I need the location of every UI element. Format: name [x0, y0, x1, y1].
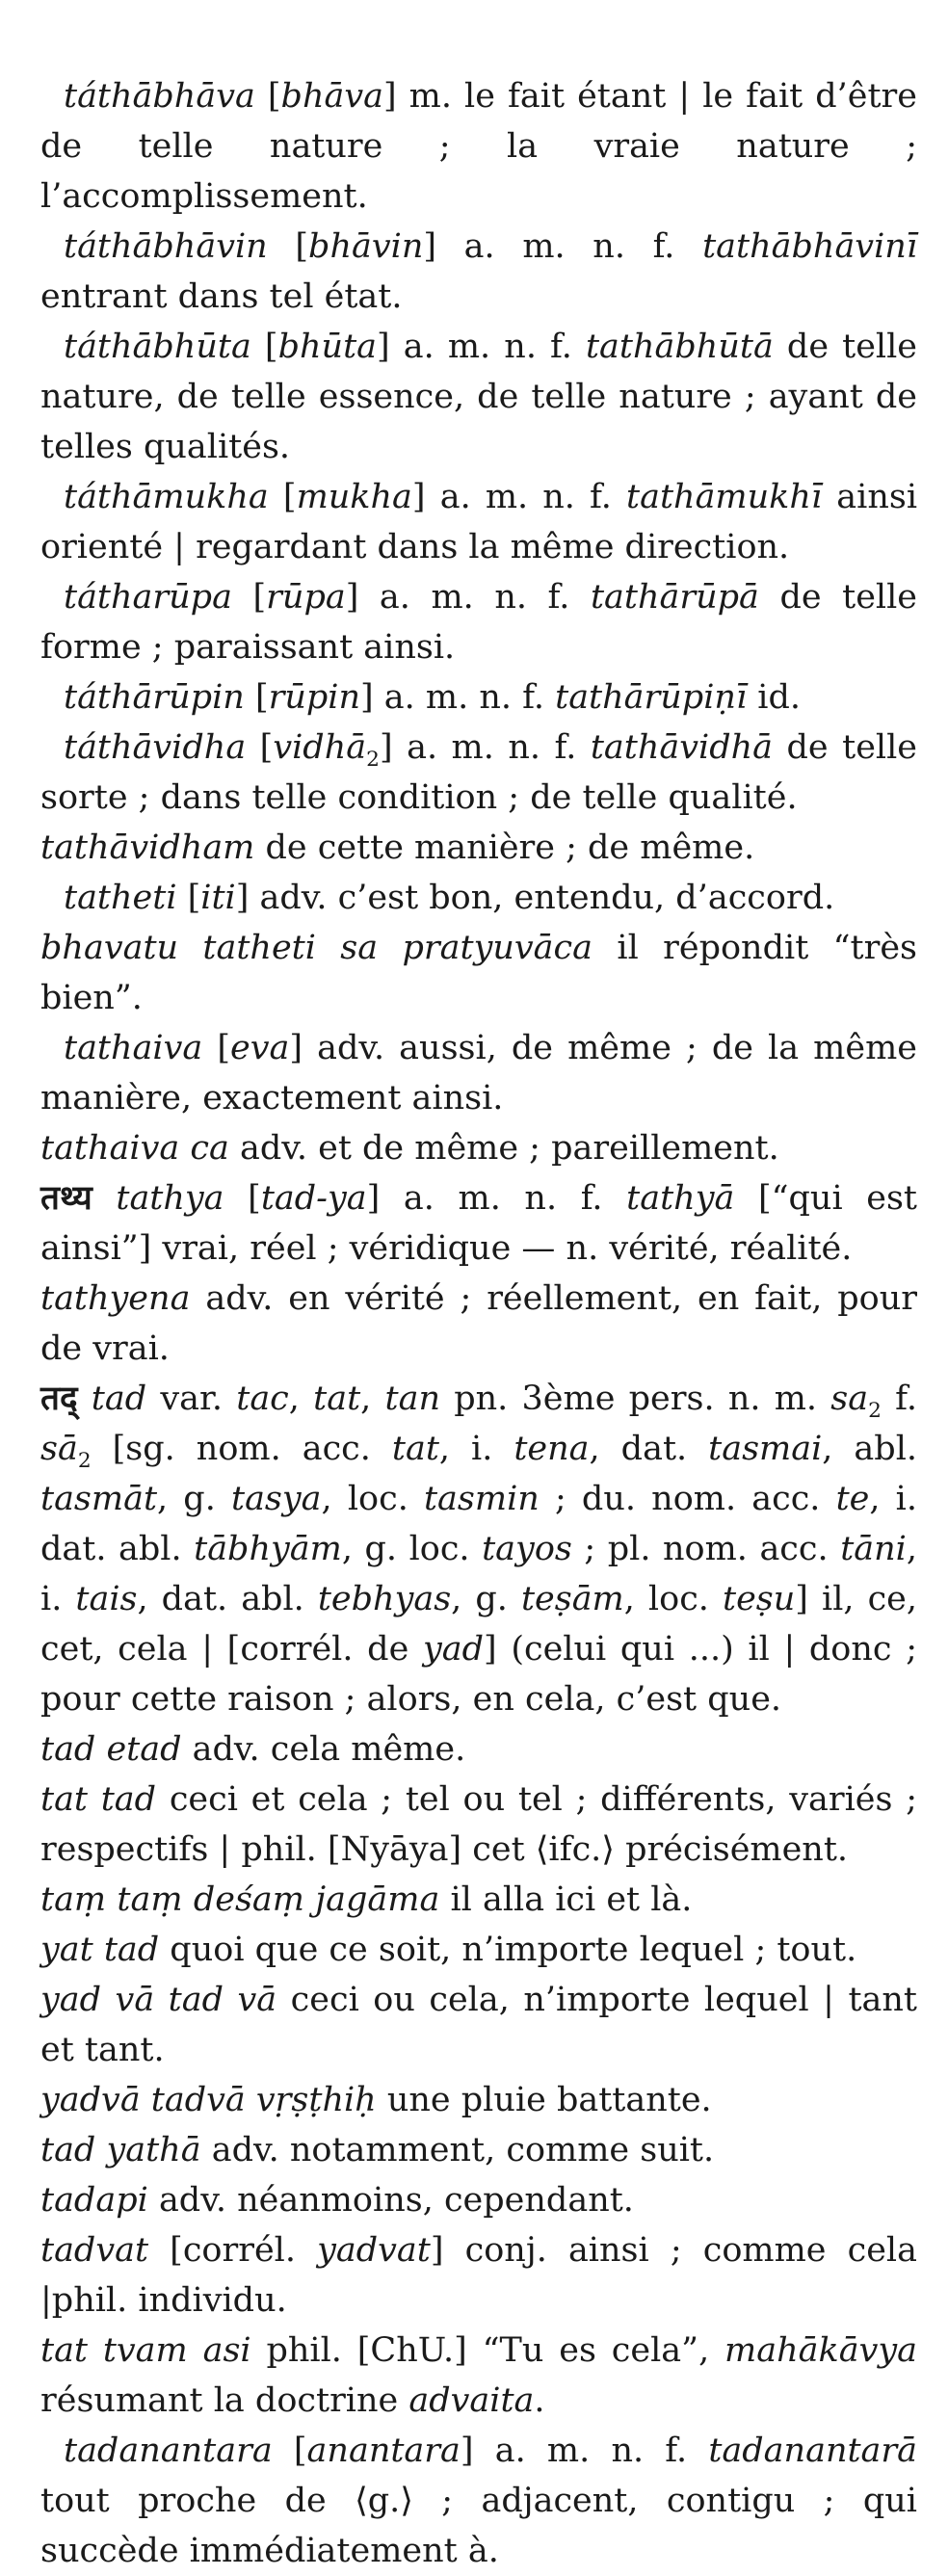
sanskrit-term: tadanantarā — [708, 2431, 918, 2470]
dictionary-subentry — [40, 1925, 917, 1975]
dictionary-subentry — [40, 2125, 917, 2175]
devanagari-headword: तथ्य — [40, 1178, 92, 1218]
sanskrit-term: táthābhūta — [64, 328, 251, 366]
sanskrit-term: tasmin — [423, 1480, 540, 1518]
dictionary-entry — [40, 572, 917, 672]
definition-text: [ — [231, 578, 267, 617]
sanskrit-term: vidhā — [273, 728, 367, 767]
dictionary-subentry — [40, 1274, 917, 1374]
sanskrit-term: tat — [313, 1380, 361, 1418]
definition-text: de cette manière ; de même. — [254, 828, 755, 867]
definition-text: ] adv. c’est bon, entendu, d’accord. — [235, 879, 835, 917]
sanskrit-term: tad etad — [40, 1730, 182, 1769]
sanskrit-term: yad — [422, 1630, 484, 1669]
sanskrit-term: teṣām — [520, 1580, 624, 1618]
definition-text: ] a. m. n. f. — [411, 478, 627, 516]
definition-text: , abl. — [822, 1430, 918, 1468]
definition-text: [ — [176, 879, 201, 917]
sanskrit-term: tasya — [231, 1480, 322, 1518]
definition-text: [ — [246, 728, 274, 767]
definition-text: ] a. m. n. f. — [360, 678, 556, 717]
definition-text: ] (celui qui ...) il | donc ; pour cette raison ; alors, en cela, c’est que. — [40, 1630, 917, 1719]
dictionary-entry — [40, 873, 917, 923]
dictionary-subentry — [40, 1123, 917, 1173]
definition-text: [ — [268, 478, 297, 516]
definition-text: , — [360, 1380, 385, 1418]
sanskrit-term: táthāvidha — [64, 728, 247, 767]
dictionary-subentry — [40, 2075, 917, 2125]
dictionary-subentry — [40, 1724, 917, 1774]
definition-text: , dat. abl. — [137, 1580, 318, 1618]
dictionary-subentry — [40, 1173, 917, 1274]
definition-text: , loc. — [321, 1480, 424, 1518]
sanskrit-term: sā — [40, 1430, 78, 1468]
definition-text: de telle sorte ; dans telle condition ; de telle qualité. — [40, 728, 918, 817]
sanskrit-term: tan — [384, 1380, 440, 1418]
definition-text: f. — [881, 1380, 917, 1418]
definition-text: adv. et de même ; pareillement. — [228, 1129, 779, 1168]
sanskrit-term: táthāmukha — [64, 478, 269, 516]
definition-text: adv. cela même. — [181, 1730, 466, 1769]
sanskrit-term: tathāvidham — [40, 828, 255, 867]
sanskrit-term: tadvat — [40, 2231, 149, 2270]
sanskrit-term: tathāvidhā — [590, 728, 774, 767]
sanskrit-term: tatheti — [64, 879, 177, 917]
sanskrit-term: mukha — [296, 478, 412, 516]
definition-text: ] a. m. n. f. — [460, 2431, 709, 2470]
sanskrit-term: táthābhāvin — [64, 227, 268, 266]
definition-text: une pluie battante. — [376, 2081, 712, 2119]
sanskrit-term: taṃ taṃ deśaṃ jagāma — [40, 1880, 440, 1919]
definition-text: [ — [202, 1029, 230, 1067]
sanskrit-term: tebhyas — [317, 1580, 452, 1618]
definition-text: [ — [250, 328, 278, 366]
sanskrit-term: tad yathā — [40, 2131, 201, 2169]
definition-text: [“qui est ainsi”] vrai, réel ; véridique — n. vérité, réalité. — [40, 1179, 917, 1268]
definition-text: pn. 3ème pers. n. m. — [440, 1380, 831, 1418]
definition-text: , g. — [451, 1580, 521, 1618]
sanskrit-term: tathārūpā — [590, 578, 759, 617]
definition-text: adv. en vérité ; réellement, en fait, pour de vrai. — [40, 1279, 917, 1368]
definition-text: il alla ici et là. — [439, 1880, 693, 1919]
definition-text: ] m. le fait étant | le fait d’être de telle nature ; la vraie nature ; l’accomplissement. — [40, 77, 917, 216]
definition-text: [ — [272, 2431, 307, 2470]
definition-text: de telle forme ; paraissant ainsi. — [40, 578, 918, 667]
definition-text: [corrél. — [148, 2231, 318, 2270]
sanskrit-term: yadvā tadvā vṛṣṭhiḥ — [40, 2081, 377, 2119]
definition-text: , i. — [438, 1430, 514, 1468]
sanskrit-term: rūpin — [268, 678, 361, 717]
sanskrit-term: yadvat — [317, 2231, 431, 2270]
sanskrit-term: anantara — [306, 2431, 461, 2470]
definition-text: ; pl. nom. acc. — [571, 1530, 841, 1568]
definition-text: . — [534, 2381, 545, 2420]
definition-text: il répondit “très bien”. — [40, 929, 917, 1017]
sanskrit-term: bhavatu tatheti sa pratyuvāca — [40, 929, 592, 967]
definition-text: adv. notamment, comme suit. — [200, 2131, 715, 2169]
definition-text: ainsi orienté | regardant dans la même direction. — [40, 478, 918, 566]
sanskrit-term: yad vā tad vā — [40, 1981, 277, 2019]
definition-text: [ — [254, 77, 281, 116]
sanskrit-term: táthābhāva — [64, 77, 255, 116]
sanskrit-term: tathyā — [626, 1179, 735, 1218]
sanskrit-term: tena — [514, 1430, 590, 1468]
definition-text: id. — [747, 678, 801, 717]
sanskrit-term: tathābhūtā — [585, 328, 774, 366]
definition-text: ] a. m. n. f. — [366, 1179, 627, 1218]
sanskrit-term: te — [835, 1480, 870, 1518]
dictionary-subentry — [40, 1774, 917, 1875]
sanskrit-term: tathāmukhī — [626, 478, 823, 516]
definition-text: entrant dans tel état. — [40, 277, 403, 316]
definition-text: ceci ou cela, n’importe lequel | tant et tant. — [40, 1981, 917, 2069]
sanskrit-term: bhāvin — [308, 227, 424, 266]
sanskrit-term: tathābhāvinī — [702, 227, 918, 266]
sanskrit-term: tayos — [482, 1530, 572, 1568]
definition-text: de telle nature, de telle essence, de telle nature ; ayant de telles qualités. — [40, 328, 918, 466]
dictionary-entry — [40, 672, 917, 723]
definition-text: , dat. — [589, 1430, 709, 1468]
sanskrit-term: tathya — [116, 1179, 224, 1218]
definition-text: ] a. m. n. f. — [345, 578, 591, 617]
definition-text — [92, 1179, 117, 1218]
sanskrit-term: rūpa — [266, 578, 346, 617]
dictionary-subentry — [40, 1975, 917, 2075]
dictionary-entry — [40, 322, 917, 472]
definition-text: , loc. — [623, 1580, 723, 1618]
sanskrit-term: tathaiva ca — [40, 1129, 229, 1168]
sanskrit-term: advaita — [408, 2381, 535, 2420]
sanskrit-term: tátharūpa — [64, 578, 232, 617]
definition-text: ] conj. ainsi ; comme cela |phil. individu. — [40, 2231, 917, 2320]
sanskrit-term: tais — [75, 1580, 138, 1618]
sanskrit-term: teṣu — [723, 1580, 796, 1618]
definition-text: ] a. m. n. f. — [379, 728, 591, 767]
dictionary-subentry — [40, 2225, 917, 2326]
sanskrit-term: tathaiva — [64, 1029, 203, 1067]
dictionary-entry — [40, 71, 917, 222]
sanskrit-term: bhūta — [277, 328, 378, 366]
sanskrit-term: mahākāvya — [724, 2331, 917, 2370]
sanskrit-term: tat tvam asi — [40, 2331, 251, 2370]
definition-text: [ — [224, 1179, 261, 1218]
sanskrit-term: tad-ya — [260, 1179, 367, 1218]
definition-text: , i. dat. abl. — [40, 1480, 917, 1568]
dictionary-subentry — [40, 2326, 917, 2426]
definition-text: résumant la doctrine — [40, 2381, 409, 2420]
definition-text: , g. — [157, 1480, 231, 1518]
dictionary-entry — [40, 2426, 917, 2576]
dictionary-entry — [40, 723, 917, 823]
sanskrit-term: tadanantara — [64, 2431, 273, 2470]
dictionary-subentry — [40, 2175, 917, 2225]
definition-text: adv. néanmoins, cependant. — [147, 2181, 634, 2220]
sanskrit-term: tat — [391, 1430, 439, 1468]
definition-text: ] adv. aussi, de même ; de la même manière, exactement ainsi. — [40, 1029, 917, 1117]
definition-text: ] il, ce, cet, cela | [corrél. de — [40, 1580, 918, 1669]
definition-text: quoi que ce soit, n’importe lequel ; tout. — [159, 1931, 857, 1969]
sanskrit-term: tat tad — [40, 1780, 157, 1819]
definition-text: ] a. m. n. f. — [423, 227, 703, 266]
definition-text: var. — [146, 1380, 237, 1418]
dictionary-subentry — [40, 1875, 917, 1925]
sanskrit-term: iti — [200, 879, 236, 917]
sanskrit-term: tābhyām — [194, 1530, 342, 1568]
dictionary-entry — [40, 472, 917, 572]
sanskrit-term: yat tad — [40, 1931, 160, 1969]
sanskrit-term: tasmai — [708, 1430, 823, 1468]
definition-text: ceci et cela ; tel ou tel ; différents, variés ; respectifs | phil. [Nyāya] cet ⟨ifc.⟩ précisément. — [40, 1780, 917, 1869]
definition-text: , — [288, 1380, 314, 1418]
dictionary-subentry — [40, 1374, 917, 1724]
devanagari-headword: तद् — [40, 1379, 78, 1418]
dictionary-subentry — [40, 923, 917, 1023]
sanskrit-term: sa — [830, 1380, 869, 1418]
sanskrit-term: bhāva — [280, 77, 383, 116]
definition-text: ] a. m. n. f. — [377, 328, 586, 366]
sanskrit-term: tasmāt — [40, 1480, 158, 1518]
definition-text — [78, 1380, 92, 1418]
definition-text: [ — [244, 678, 269, 717]
definition-text: [ — [267, 227, 309, 266]
sanskrit-term: tadapi — [40, 2181, 148, 2220]
sanskrit-term: táthārūpin — [64, 678, 245, 717]
sanskrit-term: tac — [236, 1380, 289, 1418]
sanskrit-term: eva — [229, 1029, 290, 1067]
sanskrit-term: tāni — [840, 1530, 907, 1568]
sanskrit-term: tad — [91, 1380, 147, 1418]
sanskrit-term: tathārūpiṇī — [555, 678, 748, 717]
definition-text: [sg. nom. acc. — [91, 1430, 392, 1468]
definition-text: , i. — [40, 1530, 917, 1618]
dictionary-entry — [40, 222, 917, 322]
definition-text: tout proche de ⟨g.⟩ ; adjacent, contigu ; qui succède immédiatement à. — [40, 2482, 917, 2570]
definition-text: phil. [ChU.] “Tu es cela”, — [250, 2331, 725, 2370]
definition-text: ; du. nom. acc. — [539, 1480, 836, 1518]
definition-text: , g. loc. — [341, 1530, 483, 1568]
homonym-index: 2 — [868, 1399, 882, 1423]
homonym-index: 2 — [77, 1449, 92, 1473]
dictionary-entry — [40, 1023, 917, 1123]
sanskrit-term: tathyena — [40, 1279, 191, 1318]
dictionary-subentry — [40, 823, 917, 873]
homonym-index: 2 — [366, 748, 380, 772]
